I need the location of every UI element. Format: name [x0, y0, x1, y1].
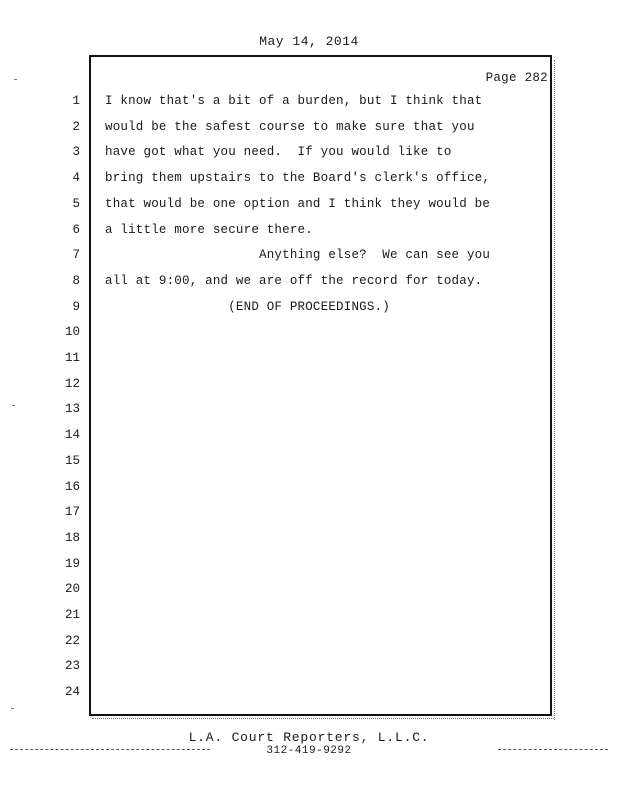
line-number: 13 — [64, 402, 80, 417]
line-text: would be the safest course to make sure that you — [105, 119, 475, 134]
line-number: 12 — [64, 376, 80, 391]
line-number: 10 — [64, 325, 80, 340]
line-number: 19 — [64, 556, 80, 571]
line-text: I know that's a bit of a burden, but I think that — [105, 94, 483, 108]
line-number: 5 — [72, 196, 80, 211]
scan-speck — [12, 405, 15, 406]
line-number: 24 — [64, 685, 80, 700]
frame-shadow-bottom — [92, 718, 554, 721]
line-number: 21 — [64, 608, 80, 622]
line-text: have got what you need. If you would like to — [105, 145, 452, 160]
line-text: all at 9:00, and we are off the record for today. — [105, 273, 483, 288]
line-number: 8 — [72, 273, 80, 288]
scan-speck — [14, 79, 17, 80]
line-number: 14 — [64, 428, 80, 443]
line-text: Anything else? We can see you — [105, 248, 491, 263]
line-number: 16 — [64, 479, 80, 494]
line-text: bring them upstairs to the Board's clerk's office, — [105, 171, 491, 186]
line-number: 23 — [64, 659, 80, 674]
line-number: 4 — [72, 171, 80, 186]
line-number: 2 — [72, 119, 80, 134]
line-number: 17 — [64, 505, 80, 520]
scan-speck — [11, 708, 14, 709]
line-text: a little more secure there. — [105, 222, 313, 237]
line-number: 6 — [72, 222, 80, 237]
line-text: (END OF PROCEEDINGS.) — [105, 299, 390, 314]
line-number: 18 — [64, 530, 80, 545]
page-number: Page 282 — [485, 71, 548, 85]
line-number: 22 — [64, 633, 80, 648]
line-number: 3 — [72, 145, 80, 160]
line-number: 11 — [64, 351, 80, 365]
line-number: 7 — [72, 248, 80, 263]
line-text: that would be one option and I think they would be — [105, 196, 491, 211]
transcript-date: May 14, 2014 — [259, 34, 359, 49]
reporter-phone: 312-419-9292 — [266, 745, 352, 757]
line-number: 15 — [64, 453, 80, 468]
line-number: 9 — [72, 299, 80, 314]
line-number: 20 — [64, 582, 80, 597]
frame-shadow-right — [554, 60, 558, 720]
line-number: 1 — [72, 94, 80, 108]
reporter-company: L.A. Court Reporters, L.L.C. — [188, 730, 430, 745]
